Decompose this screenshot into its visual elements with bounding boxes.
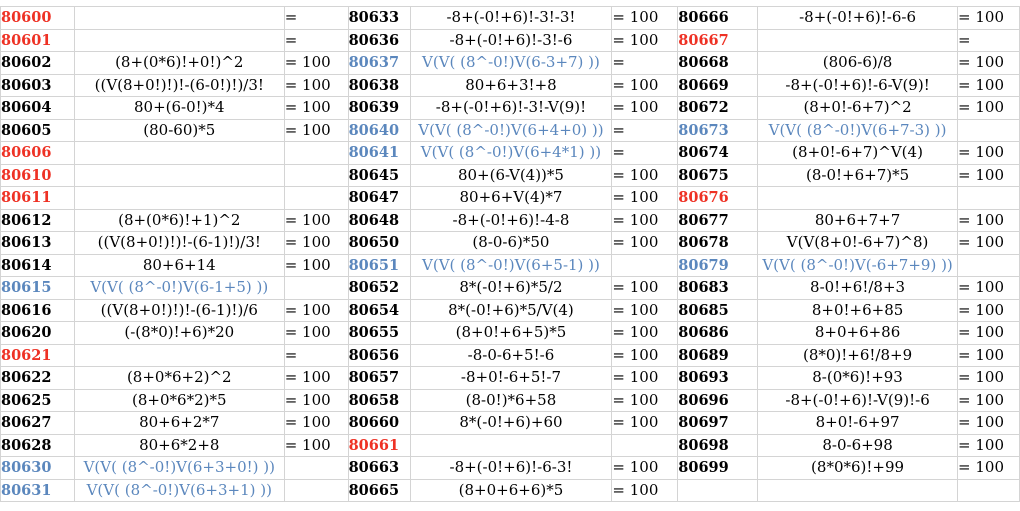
result-cell[interactable] — [284, 142, 348, 165]
expression-cell[interactable]: -8+(-0!+6)!-3!-3! — [410, 7, 612, 30]
expression-cell[interactable]: 80+6+3!+8 — [410, 74, 612, 97]
result-cell[interactable] — [958, 119, 1020, 142]
result-cell[interactable]: = 100 — [612, 74, 678, 97]
expression-cell[interactable]: (-(8*0)!+6)*20 — [74, 322, 284, 345]
result-cell[interactable]: = 100 — [612, 479, 678, 502]
expression-cell[interactable]: (806-6)/8 — [758, 52, 958, 75]
result-cell[interactable]: = 100 — [958, 74, 1020, 97]
result-cell[interactable]: = 100 — [612, 209, 678, 232]
table-row — [1, 299, 1020, 322]
result-cell[interactable] — [284, 277, 348, 300]
expression-cell[interactable]: 8+0!+6+85 — [758, 299, 958, 322]
expression-cell[interactable]: 8*(-0!+6)*5/2 — [410, 277, 612, 300]
result-cell[interactable]: = — [958, 29, 1020, 52]
result-cell[interactable]: = — [284, 7, 348, 30]
expression-cell[interactable]: -8+(-0!+6)!-3!-6 — [410, 29, 612, 52]
number-cell[interactable]: 80678 — [678, 232, 758, 255]
expression-cell[interactable] — [74, 344, 284, 367]
number-cell[interactable]: 80698 — [678, 434, 758, 457]
result-cell[interactable]: = 100 — [958, 232, 1020, 255]
expression-cell[interactable]: -8+(-0!+6)!-6-V(9)! — [758, 74, 958, 97]
result-cell[interactable]: = 100 — [612, 187, 678, 210]
number-cell[interactable]: 80661 — [348, 434, 410, 457]
result-cell[interactable]: = 100 — [284, 412, 348, 435]
expression-cell[interactable]: -8+(-0!+6)!-6-3! — [410, 457, 612, 480]
number-cell[interactable]: 80628 — [1, 434, 75, 457]
number-cell[interactable]: 80630 — [1, 457, 75, 480]
expression-cell[interactable]: (8+0!+6+5)*5 — [410, 322, 612, 345]
number-cell[interactable]: 80633 — [348, 7, 410, 30]
number-cell[interactable]: 80638 — [348, 74, 410, 97]
number-cell[interactable]: 80675 — [678, 164, 758, 187]
result-cell[interactable]: = 100 — [958, 299, 1020, 322]
result-cell[interactable]: = 100 — [958, 277, 1020, 300]
result-cell[interactable]: = 100 — [958, 7, 1020, 30]
result-cell[interactable]: = 100 — [284, 322, 348, 345]
table-row — [1, 29, 1020, 52]
number-cell[interactable]: 80656 — [348, 344, 410, 367]
expression-cell[interactable]: 80+6+14 — [74, 254, 284, 277]
result-cell[interactable] — [958, 479, 1020, 502]
table-row — [1, 119, 1020, 142]
result-cell[interactable]: = 100 — [958, 164, 1020, 187]
expression-cell[interactable]: V(V( (8^-0!)V(6+3+1) )) — [74, 479, 284, 502]
expression-cell[interactable]: 80+6*2+8 — [74, 434, 284, 457]
expression-cell[interactable]: (8-0-6)*50 — [410, 232, 612, 255]
result-cell[interactable]: = 100 — [284, 119, 348, 142]
expression-cell[interactable]: -8+(-0!+6)!-3!-V(9)! — [410, 97, 612, 120]
table-row — [1, 164, 1020, 187]
expression-cell[interactable]: (8-0!+6+7)*5 — [758, 164, 958, 187]
expression-cell[interactable]: (8+0*6*2)*5 — [74, 389, 284, 412]
result-cell[interactable] — [284, 187, 348, 210]
number-cell[interactable]: 80605 — [1, 119, 75, 142]
result-cell[interactable]: = 100 — [612, 299, 678, 322]
number-cell[interactable]: 80696 — [678, 389, 758, 412]
result-cell[interactable] — [958, 254, 1020, 277]
number-cell[interactable]: 80652 — [348, 277, 410, 300]
number-cell[interactable]: 80600 — [1, 7, 75, 30]
number-cell[interactable]: 80673 — [678, 119, 758, 142]
expression-cell[interactable]: (8*0*6)!+99 — [758, 457, 958, 480]
table-row — [1, 344, 1020, 367]
result-cell[interactable]: = 100 — [284, 299, 348, 322]
number-cell[interactable]: 80669 — [678, 74, 758, 97]
expression-cell[interactable]: V(V( (8^-0!)V(6+7-3) )) — [758, 119, 958, 142]
number-cell[interactable]: 80686 — [678, 322, 758, 345]
table-row — [1, 74, 1020, 97]
table-row — [1, 322, 1020, 345]
number-cell[interactable]: 80645 — [348, 164, 410, 187]
expression-cell[interactable]: V(V( (8^-0!)V(6-3+7) )) — [410, 52, 612, 75]
number-cell[interactable]: 80650 — [348, 232, 410, 255]
result-cell[interactable]: = — [612, 119, 678, 142]
expression-cell[interactable] — [74, 187, 284, 210]
sheet-body — [1, 7, 1020, 502]
number-cell[interactable]: 80654 — [348, 299, 410, 322]
number-cell[interactable]: 80658 — [348, 389, 410, 412]
result-cell[interactable]: = 100 — [612, 277, 678, 300]
result-cell[interactable]: = 100 — [612, 232, 678, 255]
result-cell[interactable]: = 100 — [958, 209, 1020, 232]
result-cell[interactable]: = 100 — [284, 52, 348, 75]
result-cell[interactable] — [612, 434, 678, 457]
expression-cell[interactable]: -8+0!-6+5!-7 — [410, 367, 612, 390]
expression-cell[interactable]: V(V( (8^-0!)V(6+5-1) )) — [410, 254, 612, 277]
number-cell[interactable]: 80647 — [348, 187, 410, 210]
expression-cell[interactable]: -8+(-0!+6)!-6-6 — [758, 7, 958, 30]
result-cell[interactable]: = 100 — [958, 389, 1020, 412]
expression-cell[interactable]: V(V( (8^-0!)V(6+3+0!) )) — [74, 457, 284, 480]
expression-cell[interactable] — [758, 29, 958, 52]
number-cell[interactable]: 80677 — [678, 209, 758, 232]
number-cell[interactable]: 80604 — [1, 97, 75, 120]
number-cell[interactable]: 80651 — [348, 254, 410, 277]
expression-cell[interactable]: ((V(8+0!)!)!-(6-1)!)/3! — [74, 232, 284, 255]
number-cell[interactable]: 80611 — [1, 187, 75, 210]
expression-cell[interactable]: 80+(6-0!)*4 — [74, 97, 284, 120]
table-row — [1, 232, 1020, 255]
result-cell[interactable]: = 100 — [958, 322, 1020, 345]
number-cell[interactable]: 80685 — [678, 299, 758, 322]
expression-cell[interactable]: V(V(8+0!-6+7)^8) — [758, 232, 958, 255]
result-cell[interactable]: = 100 — [612, 322, 678, 345]
result-cell[interactable]: = 100 — [284, 367, 348, 390]
result-cell[interactable]: = 100 — [612, 7, 678, 30]
number-cell[interactable]: 80625 — [1, 389, 75, 412]
table-row — [1, 412, 1020, 435]
expression-cell[interactable] — [74, 164, 284, 187]
number-cell[interactable]: 80666 — [678, 7, 758, 30]
expression-cell[interactable] — [74, 29, 284, 52]
number-cell[interactable]: 80612 — [1, 209, 75, 232]
table-row — [1, 434, 1020, 457]
result-cell[interactable]: = 100 — [284, 74, 348, 97]
table-row — [1, 479, 1020, 502]
number-cell[interactable]: 80610 — [1, 164, 75, 187]
result-cell[interactable] — [958, 187, 1020, 210]
result-cell[interactable]: = 100 — [958, 457, 1020, 480]
result-cell[interactable]: = 100 — [612, 367, 678, 390]
number-cell[interactable]: 80621 — [1, 344, 75, 367]
result-cell[interactable]: = — [612, 142, 678, 165]
number-cell[interactable]: 80606 — [1, 142, 75, 165]
expression-cell[interactable] — [74, 7, 284, 30]
expression-cell[interactable]: 80+6+2*7 — [74, 412, 284, 435]
expression-cell[interactable]: 8*(-0!+6)*5/V(4) — [410, 299, 612, 322]
expression-cell[interactable]: (8+0!-6+7)^V(4) — [758, 142, 958, 165]
number-cell[interactable]: 80636 — [348, 29, 410, 52]
number-cell[interactable]: 80683 — [678, 277, 758, 300]
result-cell[interactable] — [284, 164, 348, 187]
number-cell[interactable]: 80663 — [348, 457, 410, 480]
expression-cell[interactable]: (8+0+6+6)*5 — [410, 479, 612, 502]
expression-cell[interactable] — [758, 479, 958, 502]
result-cell[interactable]: = 100 — [958, 434, 1020, 457]
result-cell[interactable] — [284, 479, 348, 502]
expression-cell[interactable]: 8+0!-6+97 — [758, 412, 958, 435]
number-cell[interactable]: 80613 — [1, 232, 75, 255]
table-row — [1, 187, 1020, 210]
number-cell[interactable]: 80603 — [1, 74, 75, 97]
result-cell[interactable]: = 100 — [958, 412, 1020, 435]
expression-cell[interactable]: -8+(-0!+6)!-4-8 — [410, 209, 612, 232]
number-cell[interactable]: 80640 — [348, 119, 410, 142]
table-row — [1, 277, 1020, 300]
result-cell[interactable]: = 100 — [612, 389, 678, 412]
number-cell[interactable]: 80674 — [678, 142, 758, 165]
expression-cell[interactable] — [410, 434, 612, 457]
number-cell[interactable]: 80699 — [678, 457, 758, 480]
table-row — [1, 367, 1020, 390]
number-cell[interactable]: 80602 — [1, 52, 75, 75]
expression-cell[interactable]: V(V( (8^-0!)V(6-1+5) )) — [74, 277, 284, 300]
table-row — [1, 97, 1020, 120]
result-cell[interactable]: = 100 — [284, 434, 348, 457]
result-cell[interactable]: = 100 — [612, 29, 678, 52]
number-cell[interactable]: 80631 — [1, 479, 75, 502]
expression-cell[interactable]: ((V(8+0!)!)!-(6-1)!)/6 — [74, 299, 284, 322]
expression-cell[interactable]: -8-0-6+5!-6 — [410, 344, 612, 367]
number-cell[interactable]: 80672 — [678, 97, 758, 120]
result-cell[interactable]: = 100 — [958, 52, 1020, 75]
result-cell[interactable]: = 100 — [284, 209, 348, 232]
number-cell[interactable]: 80693 — [678, 367, 758, 390]
number-cell[interactable]: 80660 — [348, 412, 410, 435]
expression-cell[interactable]: V(V( (8^-0!)V(6+4*1) )) — [410, 142, 612, 165]
result-cell[interactable]: = 100 — [958, 367, 1020, 390]
expression-cell[interactable]: (8-0!)*6+58 — [410, 389, 612, 412]
expression-cell[interactable]: V(V( (8^-0!)V(-6+7+9) )) — [758, 254, 958, 277]
expression-cell[interactable]: 8-0!+6!/8+3 — [758, 277, 958, 300]
number-cell[interactable]: 80655 — [348, 322, 410, 345]
result-cell[interactable]: = 100 — [612, 344, 678, 367]
number-cell[interactable]: 80615 — [1, 277, 75, 300]
number-cell[interactable]: 80601 — [1, 29, 75, 52]
table-row — [1, 52, 1020, 75]
expression-cell[interactable]: (8+(0*6)!+0!)^2 — [74, 52, 284, 75]
result-cell[interactable]: = 100 — [284, 254, 348, 277]
expression-cell[interactable]: 80+6+V(4)*7 — [410, 187, 612, 210]
number-cell[interactable]: 80689 — [678, 344, 758, 367]
table-row — [1, 142, 1020, 165]
expression-cell[interactable] — [758, 187, 958, 210]
result-cell[interactable]: = — [284, 344, 348, 367]
number-cell[interactable]: 80620 — [1, 322, 75, 345]
expression-cell[interactable]: (80-60)*5 — [74, 119, 284, 142]
expression-cell[interactable]: 80+(6-V(4))*5 — [410, 164, 612, 187]
result-cell[interactable]: = 100 — [958, 97, 1020, 120]
result-cell[interactable]: = 100 — [958, 344, 1020, 367]
number-cell[interactable] — [678, 479, 758, 502]
number-cell[interactable]: 80665 — [348, 479, 410, 502]
result-cell[interactable] — [612, 254, 678, 277]
expression-cell[interactable]: 8-0-6+98 — [758, 434, 958, 457]
result-cell[interactable]: = — [612, 52, 678, 75]
number-cell[interactable]: 80679 — [678, 254, 758, 277]
expression-cell[interactable]: 8*(-0!+6)+60 — [410, 412, 612, 435]
result-cell[interactable]: = 100 — [284, 97, 348, 120]
expression-cell[interactable]: -8+(-0!+6)!-V(9)!-6 — [758, 389, 958, 412]
expression-cell[interactable] — [74, 142, 284, 165]
number-cell[interactable]: 80616 — [1, 299, 75, 322]
table-row — [1, 7, 1020, 30]
number-cell[interactable]: 80627 — [1, 412, 75, 435]
number-cell[interactable]: 80667 — [678, 29, 758, 52]
number-cell[interactable]: 80668 — [678, 52, 758, 75]
table-row — [1, 457, 1020, 480]
expression-cell[interactable]: (8+0*6+2)^2 — [74, 367, 284, 390]
result-cell[interactable]: = 100 — [612, 97, 678, 120]
expression-cell[interactable]: 8+0+6+86 — [758, 322, 958, 345]
expression-cell[interactable]: (8*0)!+6!/8+9 — [758, 344, 958, 367]
number-cell[interactable]: 80641 — [348, 142, 410, 165]
number-cell[interactable]: 80697 — [678, 412, 758, 435]
table-row — [1, 254, 1020, 277]
number-cell[interactable]: 80676 — [678, 187, 758, 210]
result-cell[interactable]: = 100 — [612, 164, 678, 187]
number-cell[interactable]: 80622 — [1, 367, 75, 390]
expression-cell[interactable]: (8+0!-6+7)^2 — [758, 97, 958, 120]
expression-cell[interactable]: (8+(0*6)!+1)^2 — [74, 209, 284, 232]
number-cell[interactable]: 80614 — [1, 254, 75, 277]
number-cell[interactable]: 80657 — [348, 367, 410, 390]
result-cell[interactable]: = — [284, 29, 348, 52]
number-cell[interactable]: 80648 — [348, 209, 410, 232]
result-cell[interactable]: = 100 — [958, 142, 1020, 165]
result-cell[interactable]: = 100 — [284, 389, 348, 412]
result-cell[interactable]: = 100 — [612, 412, 678, 435]
spreadsheet-grid — [0, 6, 1020, 502]
expression-cell[interactable]: 8-(0*6)!+93 — [758, 367, 958, 390]
table-row — [1, 389, 1020, 412]
number-cell[interactable]: 80639 — [348, 97, 410, 120]
result-cell[interactable] — [284, 457, 348, 480]
table-row — [1, 209, 1020, 232]
number-cell[interactable]: 80637 — [348, 52, 410, 75]
expression-cell[interactable]: V(V( (8^-0!)V(6+4+0) )) — [410, 119, 612, 142]
result-cell[interactable]: = 100 — [612, 457, 678, 480]
expression-cell[interactable]: 80+6+7+7 — [758, 209, 958, 232]
result-cell[interactable]: = 100 — [284, 232, 348, 255]
expression-cell[interactable]: ((V(8+0!)!)!-(6-0!)!)/3! — [74, 74, 284, 97]
